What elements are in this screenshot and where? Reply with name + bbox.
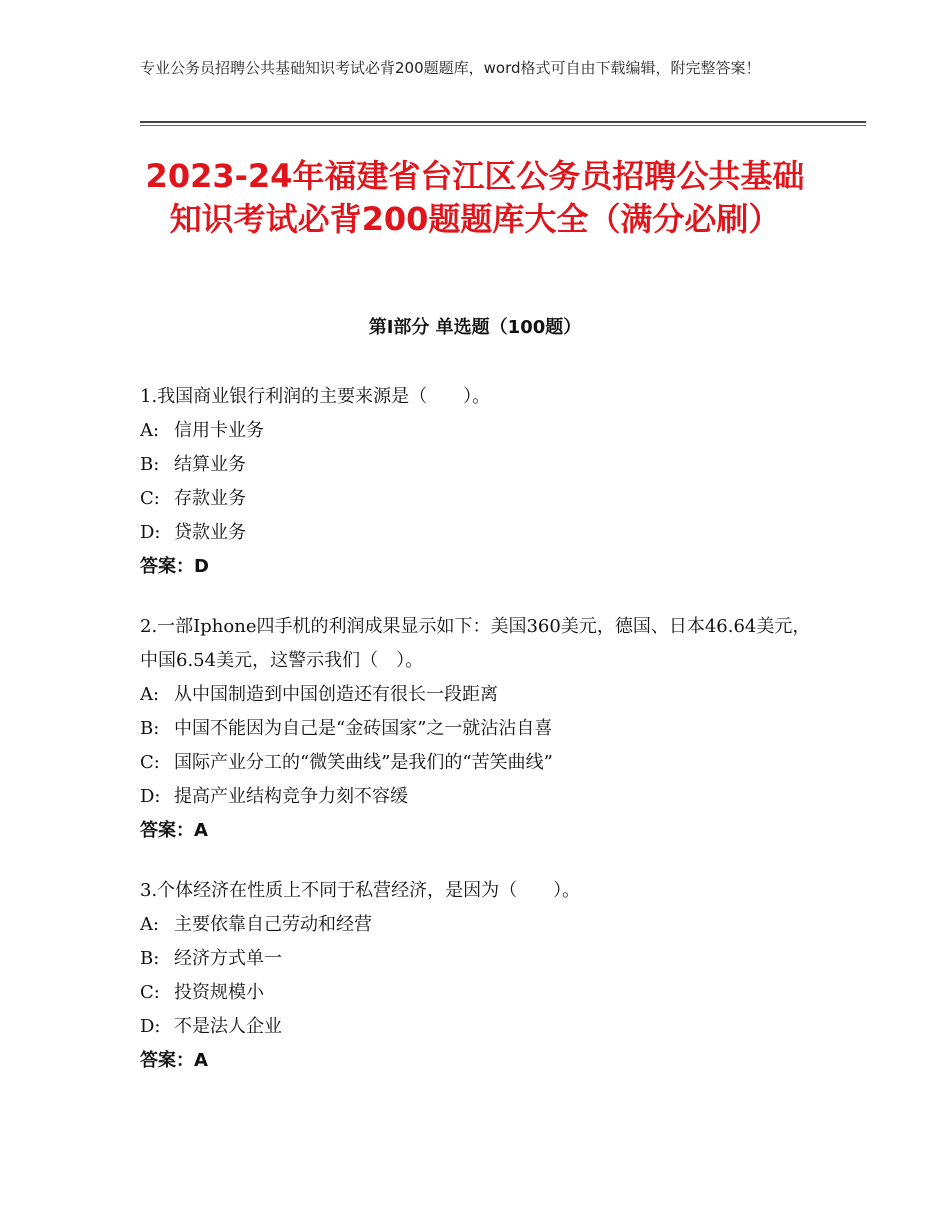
option-letter: A: xyxy=(140,684,160,705)
option-text: 中国不能因为自己是“金砖国家”之一就沾沾自喜 xyxy=(174,718,553,739)
option-c xyxy=(140,976,820,1010)
option-text: 存款业务 xyxy=(174,488,246,509)
option-b xyxy=(140,712,820,746)
option-c xyxy=(140,746,820,780)
header-divider-thick xyxy=(140,121,866,123)
option-text: 主要依靠自己劳动和经营 xyxy=(174,914,372,935)
question-2 xyxy=(140,610,820,848)
option-text: 贷款业务 xyxy=(174,522,246,543)
option-b xyxy=(140,942,820,976)
option-text: 结算业务 xyxy=(174,454,246,475)
option-d xyxy=(140,780,820,814)
option-b xyxy=(140,448,820,482)
option-letter: C: xyxy=(140,752,160,773)
answer-line: 答案：D xyxy=(140,556,209,577)
option-a xyxy=(140,908,820,942)
option-text: 投资规模小 xyxy=(174,982,264,1003)
header-note: 专业公务员招聘公共基础知识考试必背200题题库，word格式可自由下载编辑，附完整答案！ xyxy=(140,59,761,77)
option-letter: B: xyxy=(140,454,160,475)
question-3 xyxy=(140,874,820,1078)
question-list xyxy=(140,380,820,1104)
option-d xyxy=(140,1010,820,1044)
option-text: 从中国制造到中国创造还有很长一段距离 xyxy=(174,684,498,705)
header-divider-thin xyxy=(140,125,866,126)
option-letter: B: xyxy=(140,948,160,969)
document-title: 2023-24年福建省台江区公务员招聘公共基础知识考试必背200题题库大全（满分必刷） xyxy=(145,157,805,238)
answer-line: 答案：A xyxy=(140,1050,208,1071)
option-text: 信用卡业务 xyxy=(174,420,264,441)
option-d xyxy=(140,516,820,550)
option-letter: B: xyxy=(140,718,160,739)
option-c xyxy=(140,482,820,516)
option-text: 不是法人企业 xyxy=(174,1016,282,1037)
question-stem: 3.个体经济在性质上不同于私营经济，是因为（ ）。 xyxy=(140,880,581,901)
option-letter: C: xyxy=(140,982,160,1003)
question-stem: 2.一部Iphone四手机的利润成果显示如下：美国360美元，德国、日本46.64美元，中国6.54美元，这警示我们（ ）。 xyxy=(140,616,811,671)
option-text: 国际产业分工的“微笑曲线”是我们的“苦笑曲线” xyxy=(174,752,553,773)
option-letter: A: xyxy=(140,420,160,441)
option-a xyxy=(140,414,820,448)
option-text: 经济方式单一 xyxy=(174,948,282,969)
option-letter: D: xyxy=(140,786,161,807)
option-letter: D: xyxy=(140,1016,161,1037)
option-letter: D: xyxy=(140,522,161,543)
option-letter: C: xyxy=(140,488,160,509)
question-stem: 1.我国商业银行利润的主要来源是（ ）。 xyxy=(140,386,491,407)
answer-line: 答案：A xyxy=(140,820,208,841)
question-1 xyxy=(140,380,820,584)
section-title: 第Ⅰ部分 单选题（100题） xyxy=(368,317,582,338)
option-letter: A: xyxy=(140,914,160,935)
option-text: 提高产业结构竞争力刻不容缓 xyxy=(174,786,408,807)
option-a xyxy=(140,678,820,712)
